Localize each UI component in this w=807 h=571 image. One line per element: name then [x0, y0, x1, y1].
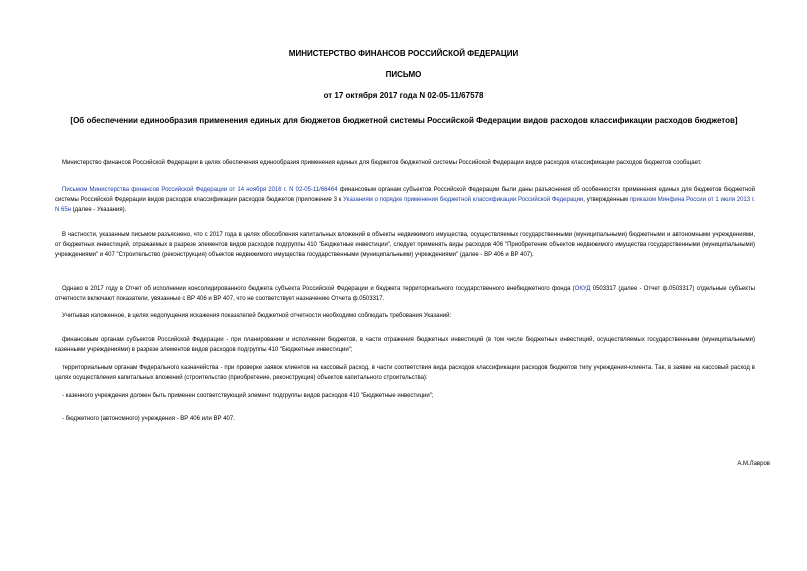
paragraph-text: 0503317 (далее - Отчет ф.0503317) отдельные субъекты отчетности включают показатели, увязанные с ВР 406 и ВР 407, что не соответствует назначению Отчета ф.0503317. — [55, 286, 755, 302]
document-date-number: от 17 октября 2017 года N 02-05-11/67578 — [323, 91, 484, 100]
list-item-budget-institution: - бюджетного (автономного) учреждения - ВР 406 или ВР 407. — [62, 416, 235, 422]
document-type: ПИСЬМО — [385, 70, 422, 79]
document-subject: [Об обеспечении единообразия применения единых для бюджетов бюджетной системы Российской Федерации видов расходов классификации расходов бюджетов] — [70, 116, 738, 125]
link-order-65n[interactable]: приказом Минфина России от 1 июля 2013 г. N 65н — [55, 197, 755, 213]
paragraph-requirements-intro: Учитывая изложенное, в целях недопущения искажения показателей бюджетной отчетности необходимо соблюдать требования Указаний: — [62, 313, 452, 319]
link-letter-66464[interactable]: Письмом Министерства финансов Российской Федерации от 14 ноября 2016 г. N 02-05-11/66464 — [62, 187, 338, 193]
paragraph-text: финансовым органам субъектов Российской Федерации были даны разъяснения об особенностях применения единых для бюджетов бюджетной системы Российской Федерации видов расходов классификации расходов бюджетов (приложение 3 к — [55, 187, 755, 203]
link-budget-classification-instructions[interactable]: Указаниям о порядке применения бюджетной классификации Российской Федерации — [343, 197, 584, 203]
paragraph-treasury-bodies: территориальным органам Федерального казначейства - при проверке заявок клиентов на кассовый расход, в части соответствия вида расходов классификации расходов бюджетов типу учреждения-клиента. Так, в заявке на кассовый расход в целях осуществления капитальных вложений (строительство (приобретение, реконструкция) объектов капитального строительства): — [55, 365, 755, 381]
signature: А.М.Лавров — [737, 461, 770, 467]
paragraph-clarification: В частности, указанным письмом разъяснено, что с 2017 года в целях обособления капитальных вложений в объекты недвижимого имущества, осуществляемых государственными (муниципальными) бюджетными и автономными учреждениями, от бюджетных инвестиций, отражаемых в разрезе элементов видов расходов подгруппы 410 "Бюджетные инвестиции", следует применять виды расходов 406 "Приобретение объектов недвижимого имущества государственными (муниципальными) учреждениями" и 407 "Строительство (реконструкция) объектов недвижимого имущества государственными (муниципальными) учреждениями" (далее - ВР 406 и ВР 407). — [55, 232, 755, 258]
paragraph-text: Однако в 2017 году в Отчет об исполнении консолидированного бюджета субъекта Российской Федерации и бюджета территориального государственного внебюджетного фонда ( — [62, 286, 575, 292]
ministry-title: МИНИСТЕРСТВО ФИНАНСОВ РОССИЙСКОЙ ФЕДЕРАЦИИ — [288, 49, 519, 58]
paragraph-financial-bodies: финансовым органам субъектов Российской Федерации - при планировании и исполнении бюджетов, в части отражения бюджетных инвестиций (в том числе бюджетных инвестиций, осуществляемых государственными (муниципальными) казенными учреждениями) в разрезе элементов видов расходов подгруппы 410 "Бюджетные инвестиции"; — [55, 337, 755, 353]
paragraph-text: (далее - Указания). — [71, 207, 127, 213]
paragraph-intro: Министерство финансов Российской Федерации в целях обеспечения единообразия применения единых для бюджетов бюджетной системы Российской Федерации видов расходов классификации расходов бюджетов сообщает. — [62, 160, 702, 166]
paragraph-text: , утвержденным — [583, 197, 630, 203]
paragraph-previous-letter — [55, 185, 755, 215]
paragraph-report-issue — [55, 284, 755, 304]
link-okud[interactable]: ОКУД — [574, 286, 591, 292]
list-item-government-institution: - казенного учреждения должен быть применен соответствующий элемент подгруппы видов расходов 410 "Бюджетные инвестиции"; — [62, 393, 434, 399]
